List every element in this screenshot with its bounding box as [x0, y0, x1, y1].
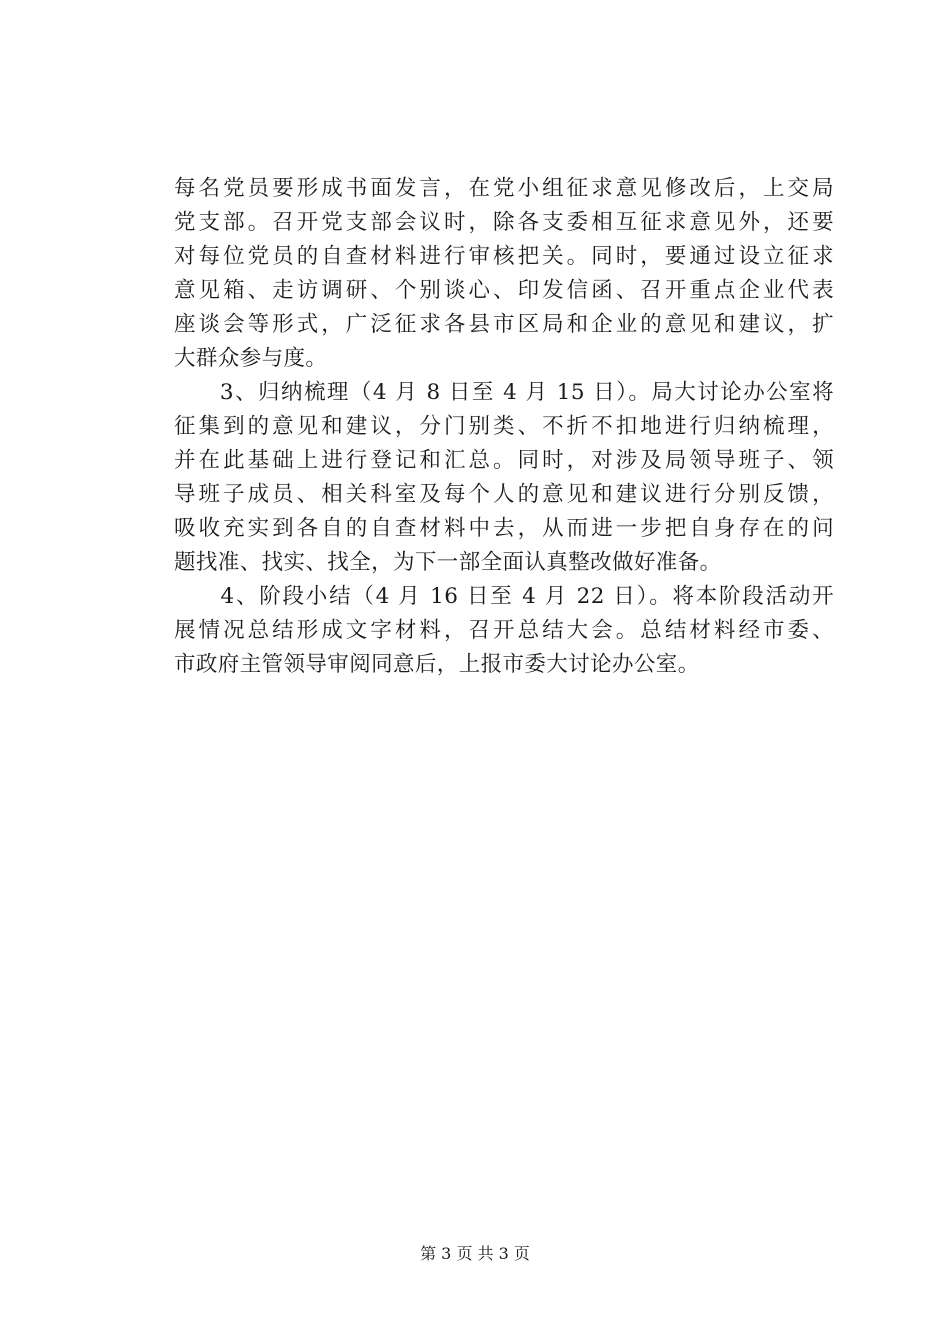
text-line: 征集到的意见和建议，分门别类、不折不扣地进行归纳梳理，: [174, 414, 834, 439]
text-line: 4、阶段小结（4 月 16 日至 4 月 22 日）。将本阶段活动开: [174, 584, 834, 609]
text-line: 展情况总结形成文字材料，召开总结大会。总结材料经市委、: [174, 618, 834, 643]
text-line: 导班子成员、相关科室及每个人的意见和建议进行分别反馈，: [174, 482, 834, 507]
text-line: 意见箱、走访调研、个别谈心、印发信函、召开重点企业代表: [174, 278, 834, 303]
text-line: 对每位党员的自查材料进行审核把关。同时，要通过设立征求: [174, 244, 834, 269]
text-line: 市政府主管领导审阅同意后，上报市委大讨论办公室。: [174, 652, 700, 677]
page-number-footer: 第 3 页 共 3 页: [420, 1244, 530, 1263]
text-line: 3、归纳梳理（4 月 8 日至 4 月 15 日）。局大讨论办公室将: [174, 380, 834, 405]
text-line: 每名党员要形成书面发言，在党小组征求意见修改后，上交局: [174, 176, 834, 201]
text-line: 大群众参与度。: [174, 346, 328, 371]
text-line: 并在此基础上进行登记和汇总。同时，对涉及局领导班子、领: [174, 448, 834, 473]
text-line: 吸收充实到各自的自查材料中去，从而进一步把自身存在的问: [174, 516, 834, 541]
document-body: [174, 172, 834, 682]
text-line: 党支部。召开党支部会议时，除各支委相互征求意见外，还要: [174, 210, 834, 235]
text-line: 题找准、找实、找全，为下一部全面认真整改做好准备。: [174, 550, 722, 575]
text-line: 座谈会等形式，广泛征求各县市区局和企业的意见和建议，扩: [174, 312, 834, 337]
